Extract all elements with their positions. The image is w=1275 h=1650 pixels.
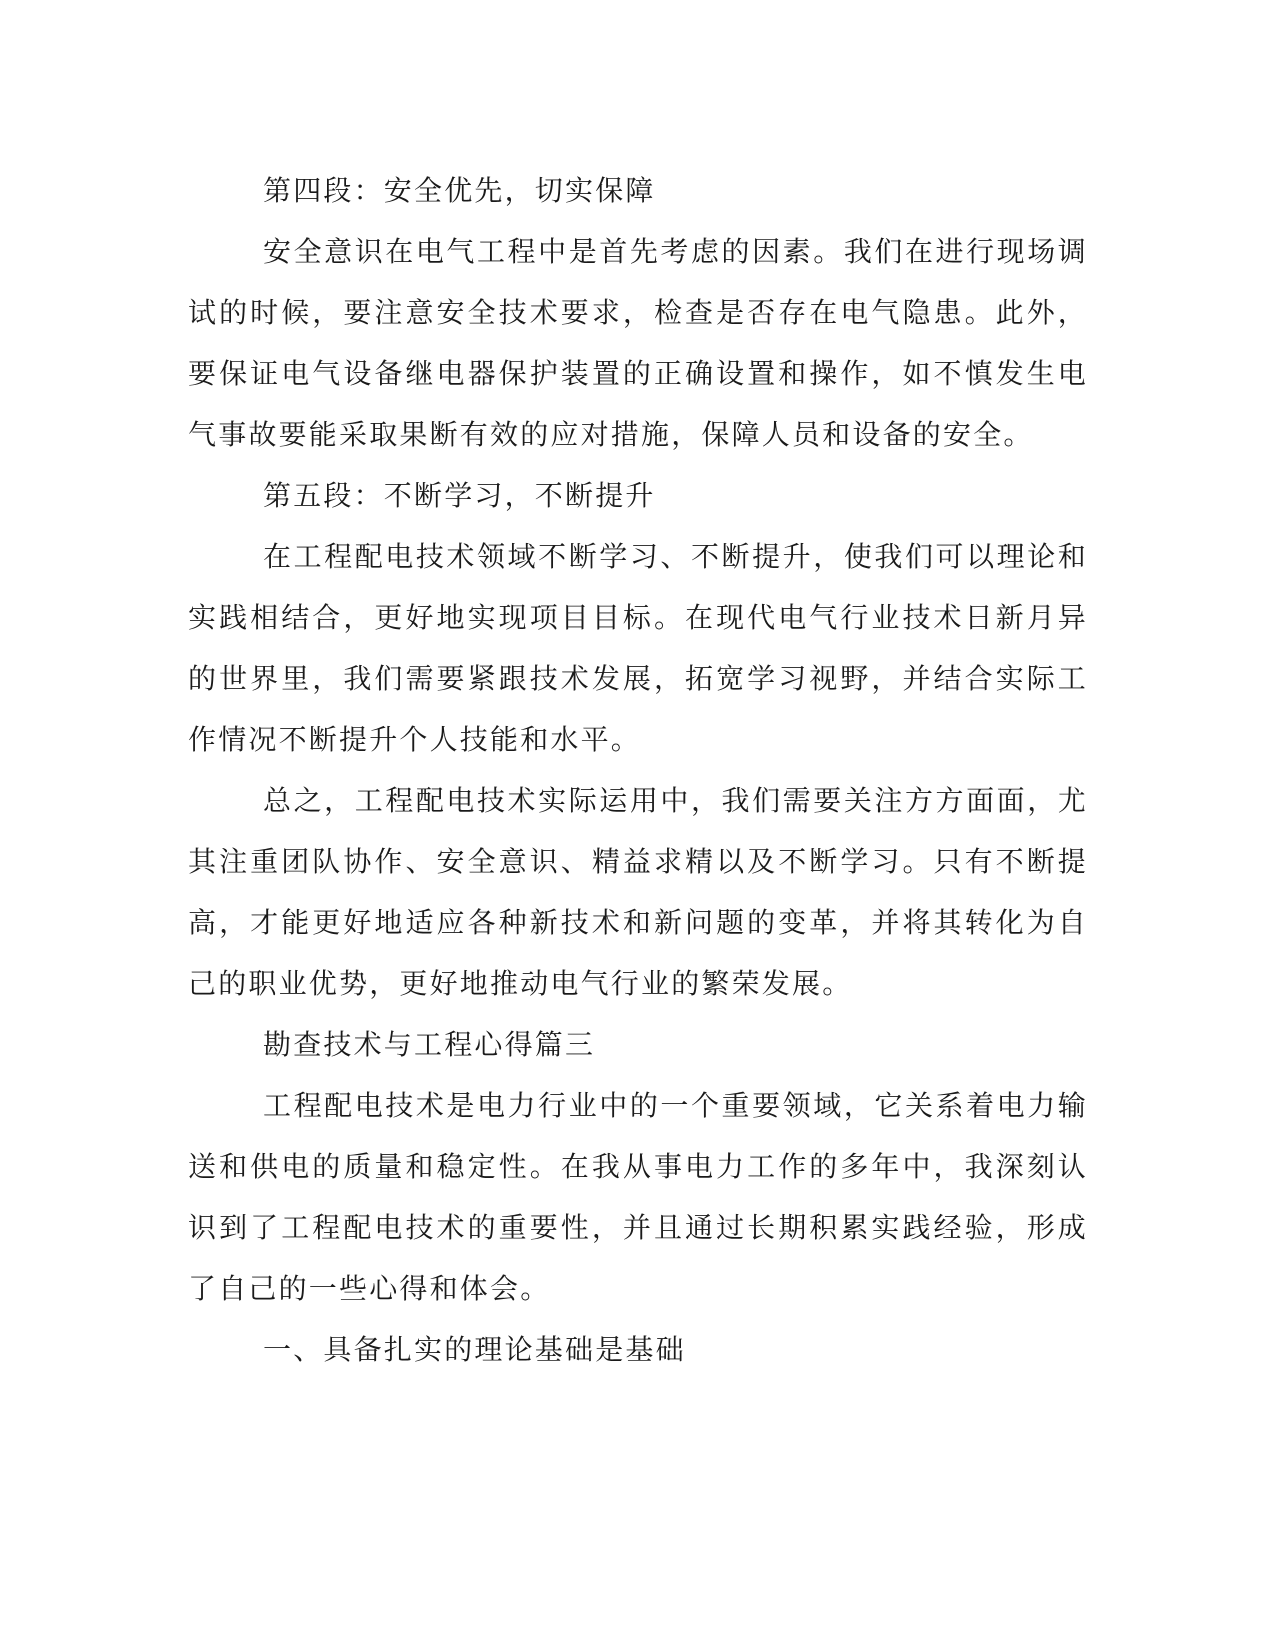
paragraph-safety: 安全意识在电气工程中是首先考虑的因素。我们在进行现场调试的时候，要注意安全技术要求，检查是否存在电气隐患。此外，要保证电气设备继电器保护装置的正确设置和操作，如不慎发生电气事故要能采取果断有效的应对措施，保障人员和设备的安全。 bbox=[188, 235, 1088, 451]
subsection-heading-1: 一、具备扎实的理论基础是基础 bbox=[263, 1333, 686, 1366]
document-page bbox=[188, 160, 1088, 1380]
section-heading-4: 第四段：安全优先，切实保障 bbox=[263, 174, 656, 207]
paragraph-summary: 总之，工程配电技术实际运用中，我们需要关注方方面面，尤其注重团队协作、安全意识、精益求精以及不断学习。只有不断提高，才能更好地适应各种新技术和新问题的变革，并将其转化为自己的职业优势，更好地推动电气行业的繁荣发展。 bbox=[188, 784, 1088, 1000]
section-heading-5: 第五段：不断学习，不断提升 bbox=[263, 479, 656, 512]
paragraph-learning: 在工程配电技术领域不断学习、不断提升，使我们可以理论和实践相结合，更好地实现项目目标。在现代电气行业技术日新月异的世界里，我们需要紧跟技术发展，拓宽学习视野，并结合实际工作情况不断提升个人技能和水平。 bbox=[188, 540, 1088, 756]
article-heading-3: 勘查技术与工程心得篇三 bbox=[263, 1028, 596, 1061]
paragraph-intro: 工程配电技术是电力行业中的一个重要领域，它关系着电力输送和供电的质量和稳定性。在我从事电力工作的多年中，我深刻认识到了工程配电技术的重要性，并且通过长期积累实践经验，形成了自己的一些心得和体会。 bbox=[188, 1089, 1088, 1305]
